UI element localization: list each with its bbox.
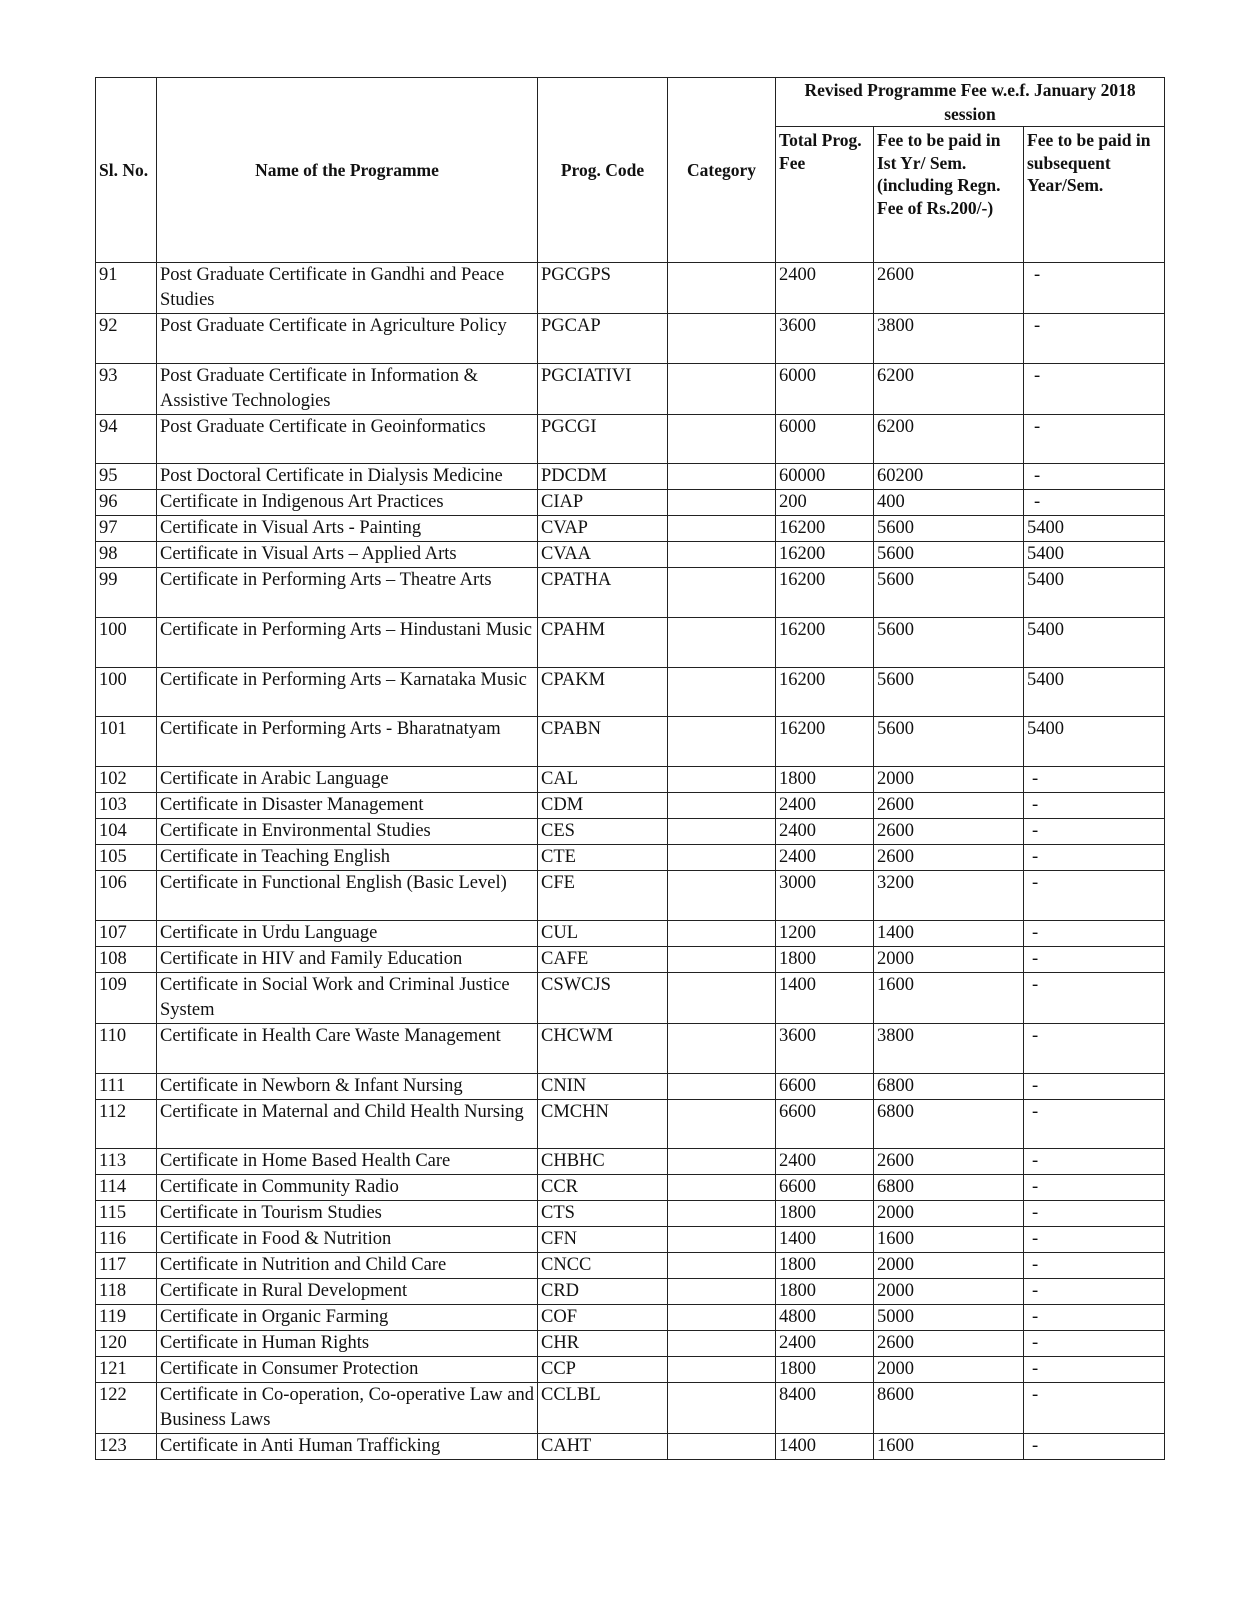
table-row	[96, 819, 1165, 845]
category-cell	[668, 363, 776, 414]
table-row	[96, 1099, 1165, 1149]
table-row	[96, 1331, 1165, 1357]
programme-name-cell: Certificate in Human Rights	[157, 1331, 538, 1357]
sl-no-cell: 100	[96, 667, 157, 717]
subsequent-fee-cell: 5400	[1024, 667, 1165, 717]
subsequent-fee-cell: -	[1024, 1331, 1165, 1357]
first-year-fee-cell: 5600	[874, 516, 1024, 542]
first-year-fee-cell: 3800	[874, 1023, 1024, 1073]
total-fee-cell: 2400	[776, 845, 874, 871]
sl-no-cell: 121	[96, 1357, 157, 1383]
table-row	[96, 490, 1165, 516]
table-row	[96, 1227, 1165, 1253]
table-row	[96, 767, 1165, 793]
prog-code-cell: CFE	[538, 871, 668, 921]
subsequent-fee-cell: -	[1024, 1149, 1165, 1175]
table-row	[96, 845, 1165, 871]
first-year-fee-cell: 5600	[874, 542, 1024, 568]
first-year-fee-cell: 5600	[874, 568, 1024, 618]
programme-name-cell: Post Graduate Certificate in Information & Assistive Technologies	[157, 363, 538, 414]
prog-code-cell: PGCIATIVI	[538, 363, 668, 414]
header-category: Category	[668, 78, 776, 263]
sl-no-cell: 122	[96, 1383, 157, 1434]
subsequent-fee-cell: -	[1024, 871, 1165, 921]
sl-no-cell: 118	[96, 1279, 157, 1305]
header-total-fee: Total Prog. Fee	[776, 127, 874, 263]
prog-code-cell: CIAP	[538, 490, 668, 516]
prog-code-cell: PGCAP	[538, 314, 668, 364]
category-cell	[668, 490, 776, 516]
subsequent-fee-cell: -	[1024, 819, 1165, 845]
programme-name-cell: Post Doctoral Certificate in Dialysis Medicine	[157, 464, 538, 490]
programme-name-cell: Post Graduate Certificate in Gandhi and Peace Studies	[157, 263, 538, 314]
first-year-fee-cell: 2000	[874, 946, 1024, 972]
sl-no-cell: 120	[96, 1331, 157, 1357]
first-year-fee-cell: 1400	[874, 920, 1024, 946]
programme-name-cell: Certificate in Visual Arts – Applied Arts	[157, 542, 538, 568]
category-cell	[668, 1175, 776, 1201]
first-year-fee-cell: 400	[874, 490, 1024, 516]
total-fee-cell: 2400	[776, 1149, 874, 1175]
first-year-fee-cell: 2000	[874, 1279, 1024, 1305]
category-cell	[668, 819, 776, 845]
total-fee-cell: 1400	[776, 972, 874, 1023]
table-row	[96, 920, 1165, 946]
programme-name-cell: Certificate in Newborn & Infant Nursing	[157, 1073, 538, 1099]
first-year-fee-cell: 8600	[874, 1383, 1024, 1434]
first-year-fee-cell: 1600	[874, 1434, 1024, 1460]
sl-no-cell: 94	[96, 414, 157, 464]
programme-name-cell: Certificate in HIV and Family Education	[157, 946, 538, 972]
category-cell	[668, 1279, 776, 1305]
table-row	[96, 946, 1165, 972]
programme-name-cell: Certificate in Performing Arts – Hindustani Music	[157, 618, 538, 668]
programme-name-cell: Certificate in Nutrition and Child Care	[157, 1253, 538, 1279]
prog-code-cell: CTE	[538, 845, 668, 871]
sl-no-cell: 100	[96, 618, 157, 668]
prog-code-cell: CES	[538, 819, 668, 845]
category-cell	[668, 717, 776, 767]
total-fee-cell: 200	[776, 490, 874, 516]
programme-name-cell: Certificate in Visual Arts - Painting	[157, 516, 538, 542]
sl-no-cell: 116	[96, 1227, 157, 1253]
category-cell	[668, 1201, 776, 1227]
sl-no-cell: 92	[96, 314, 157, 364]
table-row	[96, 542, 1165, 568]
programme-name-cell: Certificate in Community Radio	[157, 1175, 538, 1201]
prog-code-cell: CFN	[538, 1227, 668, 1253]
category-cell	[668, 314, 776, 364]
programme-name-cell: Certificate in Social Work and Criminal Justice System	[157, 972, 538, 1023]
subsequent-fee-cell: -	[1024, 464, 1165, 490]
category-cell	[668, 871, 776, 921]
first-year-fee-cell: 6800	[874, 1175, 1024, 1201]
total-fee-cell: 1400	[776, 1434, 874, 1460]
prog-code-cell: CCLBL	[538, 1383, 668, 1434]
sl-no-cell: 101	[96, 717, 157, 767]
programme-name-cell: Certificate in Urdu Language	[157, 920, 538, 946]
first-year-fee-cell: 2600	[874, 845, 1024, 871]
table-row	[96, 1149, 1165, 1175]
first-year-fee-cell: 2600	[874, 1331, 1024, 1357]
sl-no-cell: 111	[96, 1073, 157, 1099]
category-cell	[668, 1357, 776, 1383]
subsequent-fee-cell: -	[1024, 767, 1165, 793]
first-year-fee-cell: 2000	[874, 1253, 1024, 1279]
first-year-fee-cell: 6200	[874, 414, 1024, 464]
total-fee-cell: 1800	[776, 1279, 874, 1305]
sl-no-cell: 104	[96, 819, 157, 845]
first-year-fee-cell: 2600	[874, 1149, 1024, 1175]
sl-no-cell: 91	[96, 263, 157, 314]
prog-code-cell: CVAA	[538, 542, 668, 568]
first-year-fee-cell: 6200	[874, 363, 1024, 414]
first-year-fee-cell: 3200	[874, 871, 1024, 921]
subsequent-fee-cell: -	[1024, 1383, 1165, 1434]
subsequent-fee-cell: -	[1024, 946, 1165, 972]
total-fee-cell: 16200	[776, 618, 874, 668]
prog-code-cell: CPABN	[538, 717, 668, 767]
subsequent-fee-cell: -	[1024, 1175, 1165, 1201]
header-revised-fee-group: Revised Programme Fee w.e.f. January 2018 session	[776, 78, 1165, 127]
total-fee-cell: 16200	[776, 667, 874, 717]
first-year-fee-cell: 2000	[874, 1201, 1024, 1227]
programme-name-cell: Certificate in Teaching English	[157, 845, 538, 871]
table-row	[96, 1201, 1165, 1227]
sl-no-cell: 105	[96, 845, 157, 871]
sl-no-cell: 98	[96, 542, 157, 568]
category-cell	[668, 1073, 776, 1099]
category-cell	[668, 1023, 776, 1073]
prog-code-cell: CRD	[538, 1279, 668, 1305]
category-cell	[668, 793, 776, 819]
first-year-fee-cell: 2000	[874, 1357, 1024, 1383]
first-year-fee-cell: 6800	[874, 1073, 1024, 1099]
programme-name-cell: Certificate in Co-operation, Co-operative Law and Business Laws	[157, 1383, 538, 1434]
category-cell	[668, 767, 776, 793]
header-sl-no: Sl. No.	[96, 78, 157, 263]
sl-no-cell: 107	[96, 920, 157, 946]
sl-no-cell: 97	[96, 516, 157, 542]
total-fee-cell: 1800	[776, 946, 874, 972]
total-fee-cell: 1800	[776, 767, 874, 793]
programme-name-cell: Certificate in Arabic Language	[157, 767, 538, 793]
sl-no-cell: 114	[96, 1175, 157, 1201]
header-prog-code: Prog. Code	[538, 78, 668, 263]
subsequent-fee-cell: -	[1024, 920, 1165, 946]
sl-no-cell: 112	[96, 1099, 157, 1149]
programme-name-cell: Post Graduate Certificate in Agriculture Policy	[157, 314, 538, 364]
category-cell	[668, 568, 776, 618]
category-cell	[668, 1099, 776, 1149]
programme-name-cell: Certificate in Consumer Protection	[157, 1357, 538, 1383]
total-fee-cell: 2400	[776, 793, 874, 819]
total-fee-cell: 16200	[776, 542, 874, 568]
first-year-fee-cell: 5600	[874, 667, 1024, 717]
category-cell	[668, 414, 776, 464]
programme-name-cell: Certificate in Organic Farming	[157, 1305, 538, 1331]
total-fee-cell: 16200	[776, 717, 874, 767]
prog-code-cell: PGCGPS	[538, 263, 668, 314]
prog-code-cell: CNCC	[538, 1253, 668, 1279]
subsequent-fee-cell: -	[1024, 1305, 1165, 1331]
programme-name-cell: Certificate in Environmental Studies	[157, 819, 538, 845]
subsequent-fee-cell: -	[1024, 1023, 1165, 1073]
subsequent-fee-cell: -	[1024, 1227, 1165, 1253]
subsequent-fee-cell: 5400	[1024, 516, 1165, 542]
prog-code-cell: CHCWM	[538, 1023, 668, 1073]
programme-name-cell: Certificate in Performing Arts – Theatre Arts	[157, 568, 538, 618]
total-fee-cell: 2400	[776, 1331, 874, 1357]
first-year-fee-cell: 5600	[874, 618, 1024, 668]
programme-name-cell: Certificate in Food & Nutrition	[157, 1227, 538, 1253]
table-row	[96, 568, 1165, 618]
total-fee-cell: 3600	[776, 1023, 874, 1073]
first-year-fee-cell: 2600	[874, 263, 1024, 314]
subsequent-fee-cell: 5400	[1024, 568, 1165, 618]
subsequent-fee-cell: -	[1024, 414, 1165, 464]
prog-code-cell: CPATHA	[538, 568, 668, 618]
table-row	[96, 793, 1165, 819]
first-year-fee-cell: 60200	[874, 464, 1024, 490]
category-cell	[668, 1434, 776, 1460]
category-cell	[668, 1227, 776, 1253]
programme-name-cell: Certificate in Functional English (Basic Level)	[157, 871, 538, 921]
category-cell	[668, 542, 776, 568]
prog-code-cell: CPAKM	[538, 667, 668, 717]
first-year-fee-cell: 5600	[874, 717, 1024, 767]
table-row	[96, 1383, 1165, 1434]
sl-no-cell: 109	[96, 972, 157, 1023]
total-fee-cell: 4800	[776, 1305, 874, 1331]
total-fee-cell: 16200	[776, 568, 874, 618]
category-cell	[668, 263, 776, 314]
subsequent-fee-cell: -	[1024, 1434, 1165, 1460]
table-row	[96, 871, 1165, 921]
prog-code-cell: CHBHC	[538, 1149, 668, 1175]
subsequent-fee-cell: 5400	[1024, 618, 1165, 668]
sl-no-cell: 115	[96, 1201, 157, 1227]
prog-code-cell: CAFE	[538, 946, 668, 972]
table-row	[96, 1175, 1165, 1201]
first-year-fee-cell: 2600	[874, 819, 1024, 845]
programme-fee-table	[95, 77, 1165, 1460]
prog-code-cell: CCP	[538, 1357, 668, 1383]
total-fee-cell: 1800	[776, 1201, 874, 1227]
category-cell	[668, 1331, 776, 1357]
total-fee-cell: 6600	[776, 1099, 874, 1149]
total-fee-cell: 3000	[776, 871, 874, 921]
prog-code-cell: CMCHN	[538, 1099, 668, 1149]
sl-no-cell: 119	[96, 1305, 157, 1331]
total-fee-cell: 6000	[776, 414, 874, 464]
category-cell	[668, 845, 776, 871]
table-row	[96, 618, 1165, 668]
table-row	[96, 1279, 1165, 1305]
subsequent-fee-cell: -	[1024, 490, 1165, 516]
total-fee-cell: 6600	[776, 1175, 874, 1201]
subsequent-fee-cell: -	[1024, 1201, 1165, 1227]
table-row	[96, 1073, 1165, 1099]
table-row	[96, 1357, 1165, 1383]
programme-name-cell: Certificate in Indigenous Art Practices	[157, 490, 538, 516]
programme-name-cell: Certificate in Tourism Studies	[157, 1201, 538, 1227]
first-year-fee-cell: 6800	[874, 1099, 1024, 1149]
programme-name-cell: Certificate in Home Based Health Care	[157, 1149, 538, 1175]
sl-no-cell: 106	[96, 871, 157, 921]
subsequent-fee-cell: -	[1024, 972, 1165, 1023]
sl-no-cell: 93	[96, 363, 157, 414]
total-fee-cell: 6600	[776, 1073, 874, 1099]
programme-name-cell: Certificate in Performing Arts – Karnataka Music	[157, 667, 538, 717]
subsequent-fee-cell: -	[1024, 1099, 1165, 1149]
first-year-fee-cell: 2000	[874, 767, 1024, 793]
subsequent-fee-cell: -	[1024, 1253, 1165, 1279]
table-row	[96, 314, 1165, 364]
prog-code-cell: PGCGI	[538, 414, 668, 464]
category-cell	[668, 946, 776, 972]
subsequent-fee-cell: -	[1024, 845, 1165, 871]
subsequent-fee-cell: -	[1024, 1073, 1165, 1099]
prog-code-cell: CUL	[538, 920, 668, 946]
table-row	[96, 972, 1165, 1023]
category-cell	[668, 972, 776, 1023]
table-row	[96, 263, 1165, 314]
subsequent-fee-cell: -	[1024, 363, 1165, 414]
header-first-year-fee: Fee to be paid in Ist Yr/ Sem. (including Regn. Fee of Rs.200/-)	[874, 127, 1024, 263]
programme-name-cell: Post Graduate Certificate in Geoinformatics	[157, 414, 538, 464]
table-body	[96, 263, 1165, 1460]
category-cell	[668, 464, 776, 490]
category-cell	[668, 1305, 776, 1331]
table-row	[96, 414, 1165, 464]
table-row	[96, 363, 1165, 414]
table-row	[96, 1434, 1165, 1460]
category-cell	[668, 1383, 776, 1434]
table-row	[96, 1253, 1165, 1279]
sl-no-cell: 99	[96, 568, 157, 618]
subsequent-fee-cell: -	[1024, 1279, 1165, 1305]
first-year-fee-cell: 5000	[874, 1305, 1024, 1331]
sl-no-cell: 102	[96, 767, 157, 793]
subsequent-fee-cell: 5400	[1024, 717, 1165, 767]
table-row	[96, 516, 1165, 542]
total-fee-cell: 1400	[776, 1227, 874, 1253]
prog-code-cell: CAHT	[538, 1434, 668, 1460]
total-fee-cell: 1800	[776, 1357, 874, 1383]
first-year-fee-cell: 1600	[874, 972, 1024, 1023]
total-fee-cell: 2400	[776, 819, 874, 845]
total-fee-cell: 16200	[776, 516, 874, 542]
prog-code-cell: CTS	[538, 1201, 668, 1227]
prog-code-cell: CCR	[538, 1175, 668, 1201]
sl-no-cell: 123	[96, 1434, 157, 1460]
prog-code-cell: COF	[538, 1305, 668, 1331]
prog-code-cell: CNIN	[538, 1073, 668, 1099]
sl-no-cell: 103	[96, 793, 157, 819]
first-year-fee-cell: 3800	[874, 314, 1024, 364]
total-fee-cell: 1200	[776, 920, 874, 946]
category-cell	[668, 618, 776, 668]
category-cell	[668, 1149, 776, 1175]
sl-no-cell: 110	[96, 1023, 157, 1073]
prog-code-cell: CPAHM	[538, 618, 668, 668]
subsequent-fee-cell: -	[1024, 1357, 1165, 1383]
first-year-fee-cell: 2600	[874, 793, 1024, 819]
table-row	[96, 464, 1165, 490]
sl-no-cell: 95	[96, 464, 157, 490]
table-row	[96, 1305, 1165, 1331]
total-fee-cell: 60000	[776, 464, 874, 490]
category-cell	[668, 920, 776, 946]
total-fee-cell: 8400	[776, 1383, 874, 1434]
prog-code-cell: CHR	[538, 1331, 668, 1357]
programme-name-cell: Certificate in Maternal and Child Health Nursing	[157, 1099, 538, 1149]
subsequent-fee-cell: -	[1024, 314, 1165, 364]
total-fee-cell: 2400	[776, 263, 874, 314]
category-cell	[668, 667, 776, 717]
sl-no-cell: 96	[96, 490, 157, 516]
first-year-fee-cell: 1600	[874, 1227, 1024, 1253]
sl-no-cell: 108	[96, 946, 157, 972]
header-programme-name: Name of the Programme	[157, 78, 538, 263]
prog-code-cell: PDCDM	[538, 464, 668, 490]
prog-code-cell: CVAP	[538, 516, 668, 542]
total-fee-cell: 3600	[776, 314, 874, 364]
table-row	[96, 717, 1165, 767]
total-fee-cell: 1800	[776, 1253, 874, 1279]
category-cell	[668, 516, 776, 542]
programme-name-cell: Certificate in Disaster Management	[157, 793, 538, 819]
prog-code-cell: CDM	[538, 793, 668, 819]
sl-no-cell: 117	[96, 1253, 157, 1279]
programme-name-cell: Certificate in Performing Arts - Bharatnatyam	[157, 717, 538, 767]
sl-no-cell: 113	[96, 1149, 157, 1175]
table-row	[96, 1023, 1165, 1073]
subsequent-fee-cell: -	[1024, 263, 1165, 314]
category-cell	[668, 1253, 776, 1279]
programme-name-cell: Certificate in Anti Human Trafficking	[157, 1434, 538, 1460]
prog-code-cell: CAL	[538, 767, 668, 793]
table-row	[96, 667, 1165, 717]
prog-code-cell: CSWCJS	[538, 972, 668, 1023]
programme-name-cell: Certificate in Health Care Waste Management	[157, 1023, 538, 1073]
header-subsequent-fee: Fee to be paid in subsequent Year/Sem.	[1024, 127, 1165, 263]
programme-name-cell: Certificate in Rural Development	[157, 1279, 538, 1305]
subsequent-fee-cell: 5400	[1024, 542, 1165, 568]
total-fee-cell: 6000	[776, 363, 874, 414]
subsequent-fee-cell: -	[1024, 793, 1165, 819]
